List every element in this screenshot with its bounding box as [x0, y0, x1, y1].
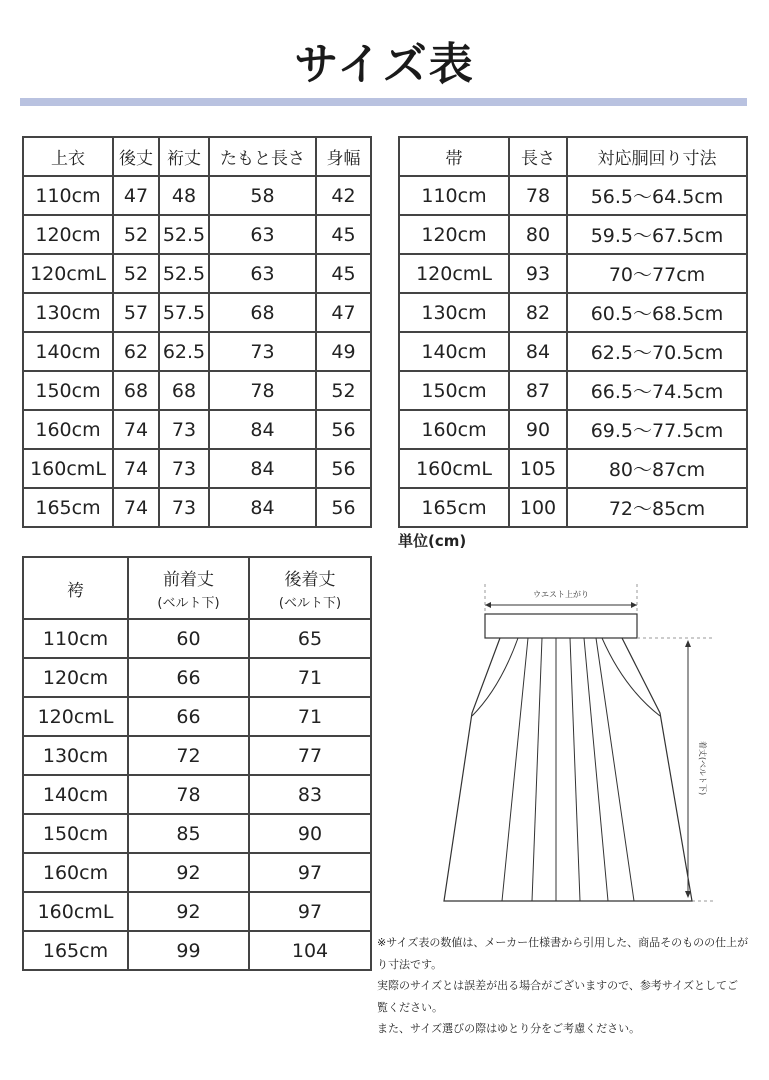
table-row [23, 814, 371, 853]
table-row [23, 176, 371, 215]
value-cell: 74 [113, 449, 159, 488]
value-cell: 92 [128, 853, 249, 892]
value-cell: 84 [209, 410, 316, 449]
note-line: 実際のサイズとは誤差が出る場合がございますので、参考サイズとしてご覧ください。 [377, 979, 739, 1014]
size-cell: 140cm [23, 775, 128, 814]
size-cell: 130cm [23, 736, 128, 775]
value-cell: 73 [209, 332, 316, 371]
table-row [23, 449, 371, 488]
size-cell: 120cmL [23, 254, 113, 293]
size-cell: 160cm [23, 853, 128, 892]
size-cell: 165cm [23, 488, 113, 527]
value-cell: 66 [128, 658, 249, 697]
value-cell: 66 [128, 697, 249, 736]
value-cell: 82 [509, 293, 567, 332]
column-header: 帯 [399, 137, 509, 176]
table-row [23, 488, 371, 527]
size-cell: 120cm [399, 215, 509, 254]
column-subheader: (ベルト下) [278, 596, 342, 611]
size-cell: 110cm [399, 176, 509, 215]
value-cell: 52 [113, 215, 159, 254]
value-cell: 52.5 [159, 254, 209, 293]
value-cell: 45 [316, 215, 371, 254]
value-cell: 72 [128, 736, 249, 775]
column-header: 上衣 [23, 137, 113, 176]
size-cell: 140cm [399, 332, 509, 371]
table-row [399, 176, 747, 215]
size-cell: 130cm [23, 293, 113, 332]
value-cell: 65 [249, 619, 371, 658]
unit-label: 単位(cm) [398, 532, 467, 550]
value-cell: 78 [209, 371, 316, 410]
column-header: 身幅 [316, 137, 371, 176]
value-cell: 104 [249, 931, 371, 970]
size-cell: 140cm [23, 332, 113, 371]
note-line: また、サイズ選びの際はゆとり分をご考慮ください。 [377, 1022, 641, 1035]
table-row [23, 293, 371, 332]
size-cell: 130cm [399, 293, 509, 332]
value-cell: 47 [316, 293, 371, 332]
value-cell: 56 [316, 488, 371, 527]
value-cell: 74 [113, 488, 159, 527]
table-row [23, 775, 371, 814]
table-row [399, 332, 747, 371]
value-cell: 84 [209, 488, 316, 527]
column-header: 前着丈 (ベルト下) [128, 557, 249, 619]
column-header: 長さ [509, 137, 567, 176]
value-cell: 56 [316, 449, 371, 488]
value-cell: 78 [128, 775, 249, 814]
value-cell: 73 [159, 449, 209, 488]
value-cell: 62.5 [159, 332, 209, 371]
belt-size-table [398, 136, 748, 528]
value-cell: 90 [509, 410, 567, 449]
value-cell: 73 [159, 410, 209, 449]
table-row [399, 488, 747, 527]
value-cell: 56.5〜64.5cm [567, 176, 747, 215]
value-cell: 63 [209, 254, 316, 293]
value-cell: 71 [249, 658, 371, 697]
value-cell: 72〜85cm [567, 488, 747, 527]
value-cell: 97 [249, 853, 371, 892]
table-row [399, 449, 747, 488]
value-cell: 68 [113, 371, 159, 410]
value-cell: 87 [509, 371, 567, 410]
size-notes [377, 932, 749, 1040]
note-line: ※サイズ表の数値は、メーカー仕様書から引用した、商品そのものの仕上がり寸法です。 [377, 936, 749, 971]
size-cell: 160cmL [23, 449, 113, 488]
value-cell: 68 [159, 371, 209, 410]
table-row [23, 215, 371, 254]
value-cell: 80〜87cm [567, 449, 747, 488]
table-row [23, 619, 371, 658]
table-row [23, 736, 371, 775]
value-cell: 77 [249, 736, 371, 775]
page-title: サイズ表 [294, 39, 475, 90]
jacket-size-table [22, 136, 372, 528]
value-cell: 84 [509, 332, 567, 371]
column-header: 後着丈 (ベルト下) [249, 557, 371, 619]
value-cell: 63 [209, 215, 316, 254]
table-row [399, 215, 747, 254]
table-row [23, 254, 371, 293]
table-header-row [23, 557, 371, 619]
value-cell: 60 [128, 619, 249, 658]
column-header: 裄丈 [159, 137, 209, 176]
table-row [23, 892, 371, 931]
column-header: たもと長さ [209, 137, 316, 176]
size-cell: 160cmL [23, 892, 128, 931]
value-cell: 99 [128, 931, 249, 970]
value-cell: 92 [128, 892, 249, 931]
table-row [399, 254, 747, 293]
size-cell: 110cm [23, 619, 128, 658]
waist-label: ウエスト上がり [533, 590, 589, 599]
table-row [23, 658, 371, 697]
length-label: 着丈(ベルト下) [698, 740, 707, 796]
size-cell: 165cm [23, 931, 128, 970]
value-cell: 74 [113, 410, 159, 449]
size-cell: 120cmL [23, 697, 128, 736]
hakama-size-table [22, 556, 372, 971]
size-cell: 120cm [23, 215, 113, 254]
value-cell: 66.5〜74.5cm [567, 371, 747, 410]
value-cell: 52.5 [159, 215, 209, 254]
size-cell: 150cm [23, 814, 128, 853]
value-cell: 100 [509, 488, 567, 527]
value-cell: 42 [316, 176, 371, 215]
column-header: 対応胴回り寸法 [567, 137, 747, 176]
table-row [23, 410, 371, 449]
size-cell: 150cm [399, 371, 509, 410]
value-cell: 84 [209, 449, 316, 488]
table-header-row [399, 137, 747, 176]
value-cell: 49 [316, 332, 371, 371]
value-cell: 71 [249, 697, 371, 736]
value-cell: 85 [128, 814, 249, 853]
value-cell: 70〜77cm [567, 254, 747, 293]
table-row [399, 371, 747, 410]
value-cell: 97 [249, 892, 371, 931]
value-cell: 56 [316, 410, 371, 449]
value-cell: 105 [509, 449, 567, 488]
title-divider [20, 98, 747, 106]
value-cell: 83 [249, 775, 371, 814]
value-cell: 62 [113, 332, 159, 371]
value-cell: 52 [316, 371, 371, 410]
table-row [399, 293, 747, 332]
value-cell: 68 [209, 293, 316, 332]
size-cell: 160cm [399, 410, 509, 449]
size-cell: 120cm [23, 658, 128, 697]
table-row [23, 853, 371, 892]
column-header: 袴 [23, 557, 128, 619]
value-cell: 78 [509, 176, 567, 215]
value-cell: 57.5 [159, 293, 209, 332]
size-cell: 160cm [23, 410, 113, 449]
table-row [23, 931, 371, 970]
size-cell: 150cm [23, 371, 113, 410]
table-row [399, 410, 747, 449]
value-cell: 69.5〜77.5cm [567, 410, 747, 449]
table-row [23, 332, 371, 371]
value-cell: 58 [209, 176, 316, 215]
value-cell: 48 [159, 176, 209, 215]
value-cell: 90 [249, 814, 371, 853]
column-subheader: (ベルト下) [157, 596, 220, 611]
value-cell: 45 [316, 254, 371, 293]
value-cell: 93 [509, 254, 567, 293]
table-row [23, 697, 371, 736]
hakama-diagram [430, 578, 750, 908]
table-row [23, 371, 371, 410]
size-cell: 110cm [23, 176, 113, 215]
column-header: 後丈 [113, 137, 159, 176]
value-cell: 62.5〜70.5cm [567, 332, 747, 371]
value-cell: 73 [159, 488, 209, 527]
size-cell: 120cmL [399, 254, 509, 293]
value-cell: 59.5〜67.5cm [567, 215, 747, 254]
table-header-row [23, 137, 371, 176]
value-cell: 52 [113, 254, 159, 293]
value-cell: 80 [509, 215, 567, 254]
value-cell: 47 [113, 176, 159, 215]
size-cell: 160cmL [399, 449, 509, 488]
value-cell: 57 [113, 293, 159, 332]
value-cell: 60.5〜68.5cm [567, 293, 747, 332]
size-cell: 165cm [399, 488, 509, 527]
